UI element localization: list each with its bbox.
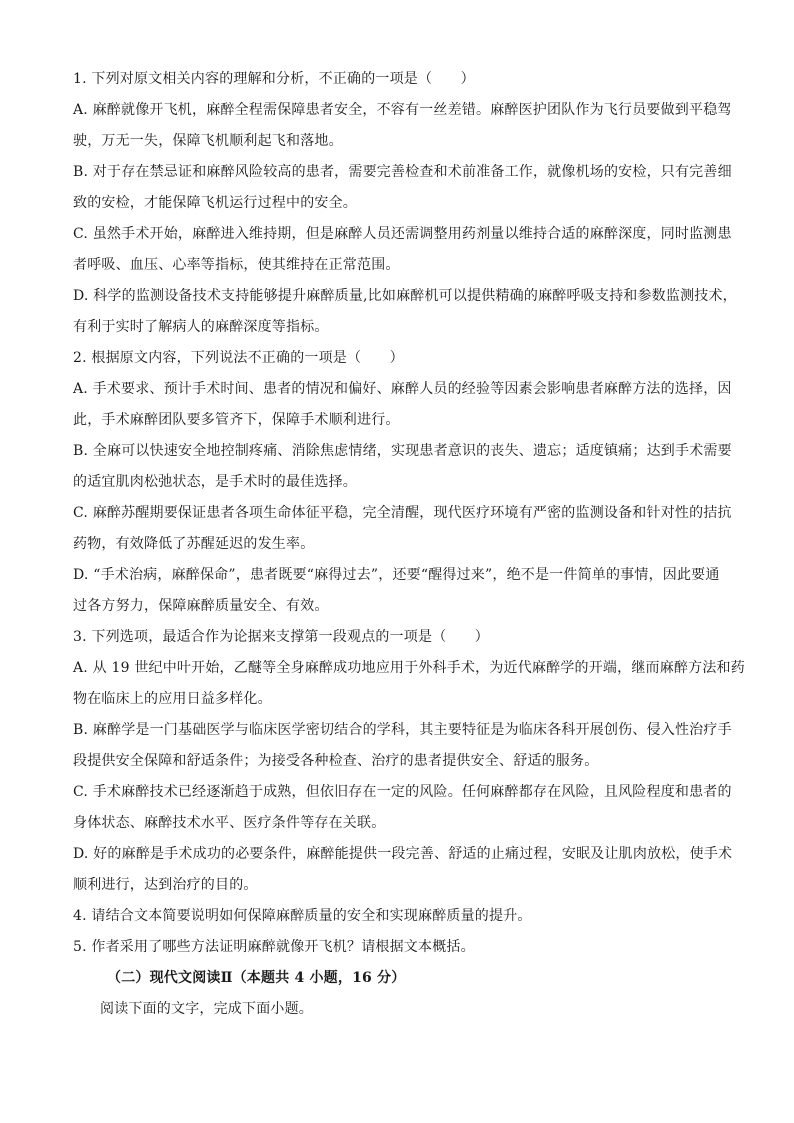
question-3-option-c: C. 手术麻醉技术已经逐渐趋于成熟，但依旧存在一定的风险。任何麻醉都存在风险，且风险程度和患者的	[73, 784, 732, 800]
question-2-option-d: D. “手术治病，麻醉保命”，患者既要“麻得过去”，还要“醒得过来”，绝不是一件简单的事情，因此要通	[73, 567, 720, 583]
question-1-option-c-cont: 者呼吸、血压、心率等指标，使其维持在正常范围。	[73, 257, 400, 273]
question-3-stem: 3. 下列选项，最适合作为论据来支撑第一段观点的一项是（ ）	[73, 629, 490, 645]
question-3-option-a-cont: 物在临床上的应用日益多样化。	[73, 691, 272, 707]
question-3-option-c-cont: 身体状态、麻醉技术水平、医疗条件等存在关联。	[73, 815, 386, 831]
question-1-option-d-cont: 有利于实时了解病人的麻醉深度等指标。	[73, 319, 329, 335]
question-1-option-b-cont: 致的安检，才能保障飞机运行过程中的安全。	[73, 195, 357, 211]
question-2-option-a: A. 手术要求、预计手术时间、患者的情况和偏好、麻醉人员的经验等因素会影响患者麻醉方法的选择，因	[73, 381, 732, 397]
question-1-option-d: D. 科学的监测设备技术支持能够提升麻醉质量,比如麻醉机可以提供精确的麻醉呼吸支持和参数监测技术，	[73, 288, 737, 304]
reading-instruction: 阅读下面的文字，完成下面小题。	[100, 1001, 313, 1017]
question-1-stem: 1. 下列对原文相关内容的理解和分析，不正确的一项是（ ）	[73, 71, 475, 87]
question-1-option-b: B. 对于存在禁忌证和麻醉风险较高的患者，需要完善检查和术前准备工作，就像机场的安检，只有完善细	[73, 164, 732, 180]
question-2-option-d-cont: 过各方努力，保障麻醉质量安全、有效。	[73, 598, 329, 614]
question-2-stem: 2. 根据原文内容，下列说法不正确的一项是（ ）	[73, 350, 404, 366]
question-3-option-d: D. 好的麻醉是手术成功的必要条件，麻醉能提供一段完善、舒适的止痛过程，安眠及让肌肉放松，使手术	[73, 846, 733, 862]
question-4: 4. 请结合文本简要说明如何保障麻醉质量的安全和实现麻醉质量的提升。	[73, 908, 532, 924]
section-title: （二）现代文阅读Ⅱ（本题共 4 小题，16 分）	[107, 970, 406, 986]
question-1-option-a-cont: 驶，万无一失，保障飞机顺利起飞和落地。	[73, 133, 343, 149]
question-3-option-b-cont: 段提供安全保障和舒适条件；为接受各种检查、治疗的患者提供安全、舒适的服务。	[73, 753, 599, 769]
question-2-option-c-cont: 药物，有效降低了苏醒延迟的发生率。	[73, 536, 315, 552]
question-2-option-b-cont: 的适宜肌肉松弛状态，是手术时的最佳选择。	[73, 474, 357, 490]
question-3-option-d-cont: 顺利进行，达到治疗的目的。	[73, 877, 258, 893]
question-3-option-a: A. 从 19 世纪中叶开始，乙醚等全身麻醉成功地应用于外科手术，为近代麻醉学的开端，继而麻醉方法和药	[73, 660, 745, 676]
question-2-option-b: B. 全麻可以快速安全地控制疼痛、消除焦虑情绪，实现患者意识的丧失、遗忘；适度镇痛；达到手术需要	[73, 443, 732, 459]
question-2-option-a-cont: 此，手术麻醉团队要多管齐下，保障手术顺利进行。	[73, 412, 400, 428]
question-3-option-b: B. 麻醉学是一门基础医学与临床医学密切结合的学科，其主要特征是为临床各科开展创伤、侵入性治疗手	[73, 722, 732, 738]
question-5: 5. 作者采用了哪些方法证明麻醉就像开飞机？请根据文本概括。	[73, 939, 475, 955]
document-content	[73, 64, 745, 1025]
question-2-option-c: C. 麻醉苏醒期要保证患者各项生命体征平稳，完全清醒，现代医疗环境有严密的监测设备和针对性的拮抗	[73, 505, 732, 521]
question-1-option-c: C. 虽然手术开始，麻醉进入维持期，但是麻醉人员还需调整用药剂量以维持合适的麻醉深度，同时监测患	[73, 226, 732, 242]
question-1-option-a: A. 麻醉就像开飞机，麻醉全程需保障患者安全，不容有一丝差错。麻醉医护团队作为飞行员要做到平稳驾	[73, 102, 732, 118]
